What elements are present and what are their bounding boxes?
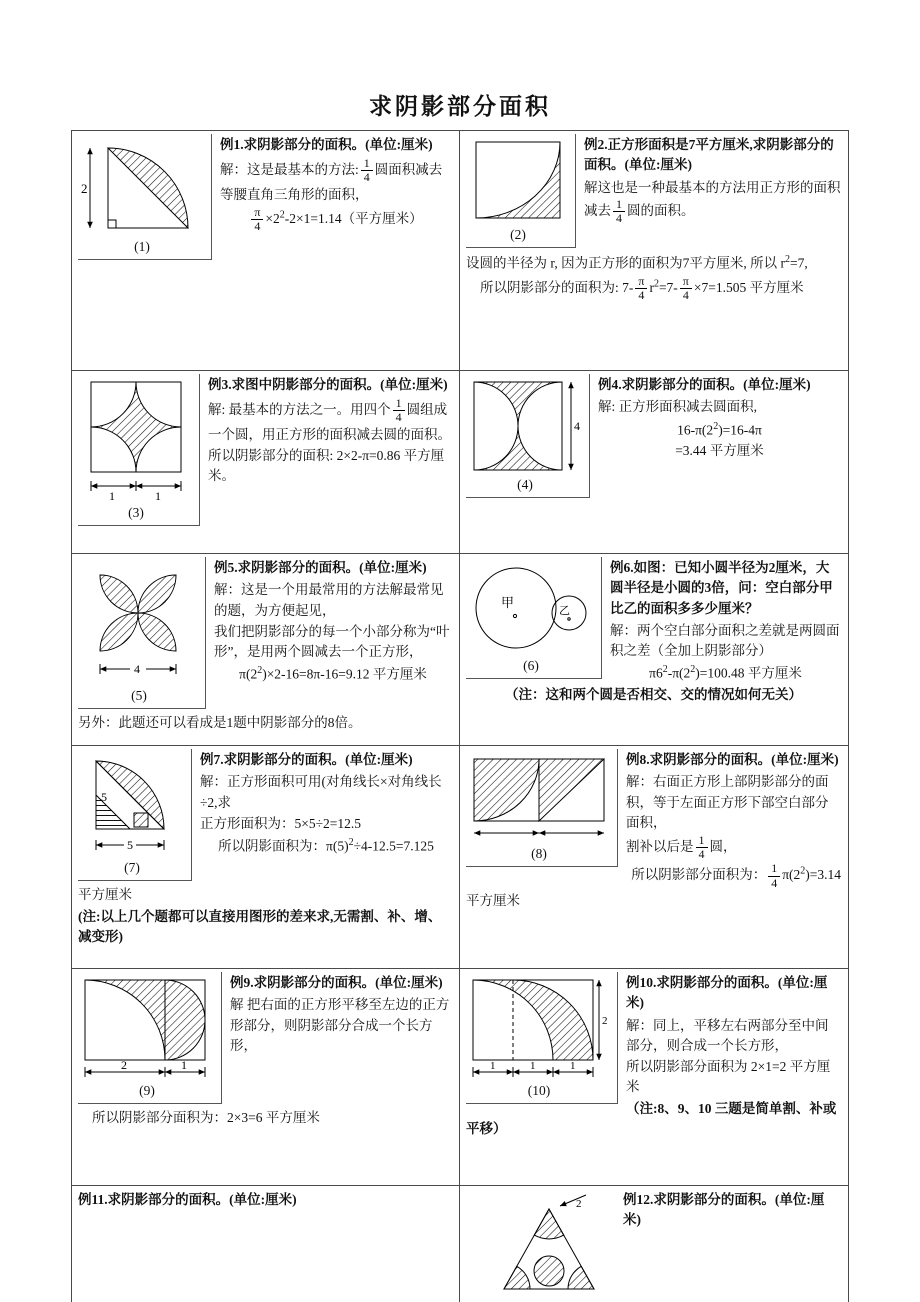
example-2-solution: 解这也是一种最基本的方法用正方形的面积减去 $\frac{1}{4}$ 圆的面积。	[584, 179, 841, 225]
shaded-band	[473, 980, 593, 1060]
dimension-label: 1	[530, 1060, 536, 1072]
example-7-solution: 解：正方形面积可用(对角线长×对角线长÷2,求	[200, 774, 442, 810]
shaded-semicircle	[165, 980, 205, 1060]
fraction: $\frac{1}{4}$	[361, 157, 373, 184]
example-6-title: 例6.如图：已知小圆半径为2厘米，大圆半径是小圆的3倍，问：空白部分甲比乙的面积多多少厘米？	[610, 560, 833, 616]
example-4-formula: $16-\pi(2^2)=16-4\pi$	[677, 420, 762, 437]
example-8-formula: 所以阴影部分面积为： $\frac{1}{4}$ $\pi(2^2)=3.14$	[631, 861, 841, 890]
shaded-left	[474, 759, 539, 821]
shaded-circle	[534, 1256, 564, 1286]
example-4	[460, 371, 848, 553]
table-row	[72, 1186, 848, 1302]
petal	[138, 613, 176, 651]
example-1-title: 例1.求阴影部分的面积。(单位:厘米)	[220, 137, 433, 152]
fraction: $\frac{\pi}{4}$	[251, 206, 263, 233]
figure-5-caption: (5)	[131, 688, 147, 703]
table-row	[72, 746, 848, 969]
example-9-title: 例9.求阴影部分的面积。(单位:厘米)	[230, 975, 443, 990]
example-8-title: 例8.求阴影部分的面积。(单位:厘米)	[626, 752, 839, 767]
left-corner-sector	[504, 1266, 530, 1289]
example-10-result: 所以阴影部分面积为 2×1=2 平方厘米	[626, 1059, 831, 1095]
example-8-unit: 平方厘米	[466, 892, 520, 908]
example-10-title: 例10.求阴影部分的面积。(单位:厘米)	[626, 975, 828, 1011]
example-11-title: 例11.求阴影部分的面积。(单位:厘米)	[78, 1192, 297, 1207]
example-12-title: 例12.求阴影部分的面积。(单位:厘米)	[623, 1192, 825, 1228]
example-10-solution: 解：同上，平移左右两部分至中间部分，则合成一个长方形，	[626, 1017, 829, 1053]
page-title: 求阴影部分面积	[369, 94, 551, 119]
figure-4	[466, 374, 590, 498]
small-square	[134, 813, 148, 827]
figure-3-caption: (3)	[128, 505, 144, 520]
table-row	[72, 554, 848, 746]
fraction: $\frac{1}{4}$	[393, 397, 405, 424]
example-9-result: 所以阴影部分面积为：2×3=6 平方厘米	[92, 1110, 320, 1126]
dimension-label: 5	[101, 790, 107, 804]
shaded-right	[539, 759, 604, 821]
fraction: $\frac{\pi}{4}$	[680, 275, 692, 302]
example-5-formula: $\pi(2^2)\times 2-16=8\pi-16=9.12$ 平方厘米	[239, 665, 427, 682]
example-1-solution: 解：这是最基本的方法: $\frac{1}{4}$ 圆面积减去等腰直角三角形的面积，	[220, 156, 443, 202]
example-4-result: =3.44 平方厘米	[675, 443, 764, 459]
example-10-note: （注:8、9、10 三题是简单割、补或平移）	[466, 1100, 837, 1136]
figure-6	[466, 557, 602, 679]
figure-10-caption: (10)	[527, 1083, 551, 1098]
example-4-solution: 解: 正方形面积减去圆面积,	[598, 399, 758, 415]
figure-10	[466, 972, 618, 1104]
figure-3-graphic	[80, 378, 192, 502]
example-9	[72, 969, 460, 1185]
example-7-note: (注:以上几个题都可以直接用图形的差来求,无需割、补、增、减变形)	[78, 908, 442, 944]
example-6-formula: $\pi 6^2-\pi(2^2)=100.48$ 平方厘米	[649, 664, 802, 681]
example-8	[460, 746, 848, 968]
example-5-step: 我们把阴影部分的每一个小部分称为“叶形”，是用两个圆减去一个正方形，	[214, 623, 450, 659]
figure-12	[488, 1189, 615, 1295]
apex-sector	[534, 1209, 563, 1239]
table-row	[72, 131, 848, 371]
dimension-label: 2	[81, 181, 88, 196]
dimension-label: 1	[490, 1060, 496, 1072]
example-2-step: 设圆的半径为 r, 因为正方形的面积为7平方厘米, 所以 $r^2=7$,	[466, 254, 808, 271]
example-12	[460, 1186, 848, 1302]
figure-1-graphic	[80, 138, 204, 236]
example-6	[460, 554, 848, 745]
figure-6-graphic	[468, 561, 594, 655]
example-3	[72, 371, 460, 553]
dimension-label: 1	[570, 1060, 576, 1072]
petal	[100, 613, 138, 651]
dimension-label: 4	[134, 662, 140, 676]
fraction: $\frac{1}{4}$	[696, 834, 708, 861]
example-5-remark: 另外：此题还可以看成是1题中阴影部分的8倍。	[78, 715, 362, 731]
pointer-arrow	[560, 1195, 586, 1206]
figure-2	[466, 134, 576, 248]
fraction: $\frac{1}{4}$	[613, 198, 625, 225]
figure-8-caption: (8)	[531, 846, 547, 861]
example-9-solution: 解 把右面的正方形平移至左边的正方形部分，则阴影部分合成一个长方形，	[230, 997, 450, 1053]
example-2-formula: 所以阴影部分的面积为: 7- $\frac{\pi}{4}$ $r^2=7-$ $\frac{\pi}{4}$ ×7=1.505 平方厘米	[480, 274, 804, 303]
example-7-unit: 平方厘米	[78, 887, 132, 903]
figure-9-graphic	[80, 976, 214, 1080]
example-7-title: 例7.求阴影部分的面积。(单位:厘米)	[200, 752, 413, 767]
figure-1-caption: (1)	[134, 239, 150, 254]
figure-1	[78, 134, 212, 260]
big-circle-label: 甲	[501, 595, 515, 610]
example-5-title: 例5.求阴影部分的面积。(单位:厘米)	[214, 560, 427, 575]
example-6-note: （注：这和两个圆是否相交、交的情况如何无关）	[505, 687, 802, 702]
small-circle-label: 乙	[559, 605, 570, 617]
example-11	[72, 1186, 460, 1302]
center-mark	[513, 614, 516, 617]
right-angle-mark	[108, 220, 116, 228]
center-mark	[568, 618, 570, 620]
figure-4-graphic	[468, 378, 582, 474]
figure-2-caption: (2)	[510, 227, 526, 242]
example-7-step: 正方形面积为：5×5÷2=12.5	[200, 815, 362, 831]
figure-9	[78, 972, 222, 1104]
figure-7-caption: (7)	[124, 860, 140, 875]
dimension-label: 2	[121, 1058, 127, 1072]
table-row	[72, 371, 848, 554]
big-circle	[476, 568, 556, 648]
dimension-label: 1	[181, 1058, 187, 1072]
example-3-solution: 解: 最基本的方法之一。用四个 $\frac{1}{4}$ 圆组成一个圆，用正方形的面积减去圆的面积。	[208, 396, 451, 442]
figure-10-graphic	[468, 976, 610, 1080]
figure-5	[78, 557, 206, 709]
figure-4-caption: (4)	[517, 477, 533, 492]
example-1-formula: $\frac{\pi}{4}$ $\times 2^2-2\times 1=1.14$（平方厘米）	[78, 206, 452, 233]
example-8-step: 割补以后是 $\frac{1}{4}$ 圆，	[626, 833, 737, 862]
figure-9-caption: (9)	[139, 1083, 155, 1098]
fraction: $\frac{\pi}{4}$	[635, 275, 647, 302]
figure-12-graphic	[490, 1193, 608, 1293]
figure-2-graphic	[468, 138, 568, 224]
figure-5-graphic	[80, 561, 198, 685]
example-2-title: 例2.正方形面积是7平方厘米,求阴影部分的面积。(单位:厘米)	[584, 137, 834, 173]
example-10	[460, 969, 848, 1185]
figure-3	[78, 374, 200, 526]
examples-table	[71, 130, 849, 1302]
petal	[138, 575, 176, 613]
figure-8	[466, 749, 618, 867]
example-4-title: 例4.求阴影部分的面积。(单位:厘米)	[598, 377, 811, 392]
figure-8-graphic	[468, 753, 610, 843]
example-7	[72, 746, 460, 968]
fraction: $\frac{1}{4}$	[768, 862, 780, 889]
figure-7-graphic	[80, 753, 184, 857]
dimension-label: 5	[127, 838, 133, 852]
dimension-label: 1	[109, 489, 115, 502]
dimension-label: 4	[574, 419, 580, 433]
shaded-star	[91, 382, 181, 472]
shaded-lune	[108, 148, 188, 228]
example-3-title: 例3.求图中阴影部分的面积。(单位:厘米)	[208, 377, 448, 392]
example-3-result: 所以阴影部分的面积: 2×2-π=0.86 平方厘米。	[208, 447, 445, 484]
shaded-region	[476, 142, 560, 218]
figure-7	[78, 749, 192, 881]
shaded-region	[85, 980, 165, 1060]
example-5-solution: 解：这是一个用最常用的方法解最常见的题，为方便起见，	[214, 582, 444, 618]
example-7-formula: 所以阴影面积为：$\pi(5)^2\div 4-12.5=7.125$	[218, 837, 434, 854]
petal	[100, 575, 138, 613]
dimension-label: 1	[155, 489, 161, 502]
right-corner-sector	[568, 1266, 594, 1289]
example-1	[72, 131, 460, 370]
dimension-label: 2	[602, 1015, 608, 1027]
figure-6-caption: (6)	[523, 658, 539, 673]
dimension-label: 2	[576, 1198, 582, 1210]
example-5	[72, 554, 460, 745]
example-8-solution: 解：右面正方形上部阴影部分的面积，等于左面正方形下部空白部分面积，	[626, 774, 829, 830]
table-row	[72, 969, 848, 1186]
example-6-solution: 解：两个空白部分面积之差就是两圆面积之差（全加上阴影部分）	[610, 622, 840, 658]
example-2	[460, 131, 848, 370]
